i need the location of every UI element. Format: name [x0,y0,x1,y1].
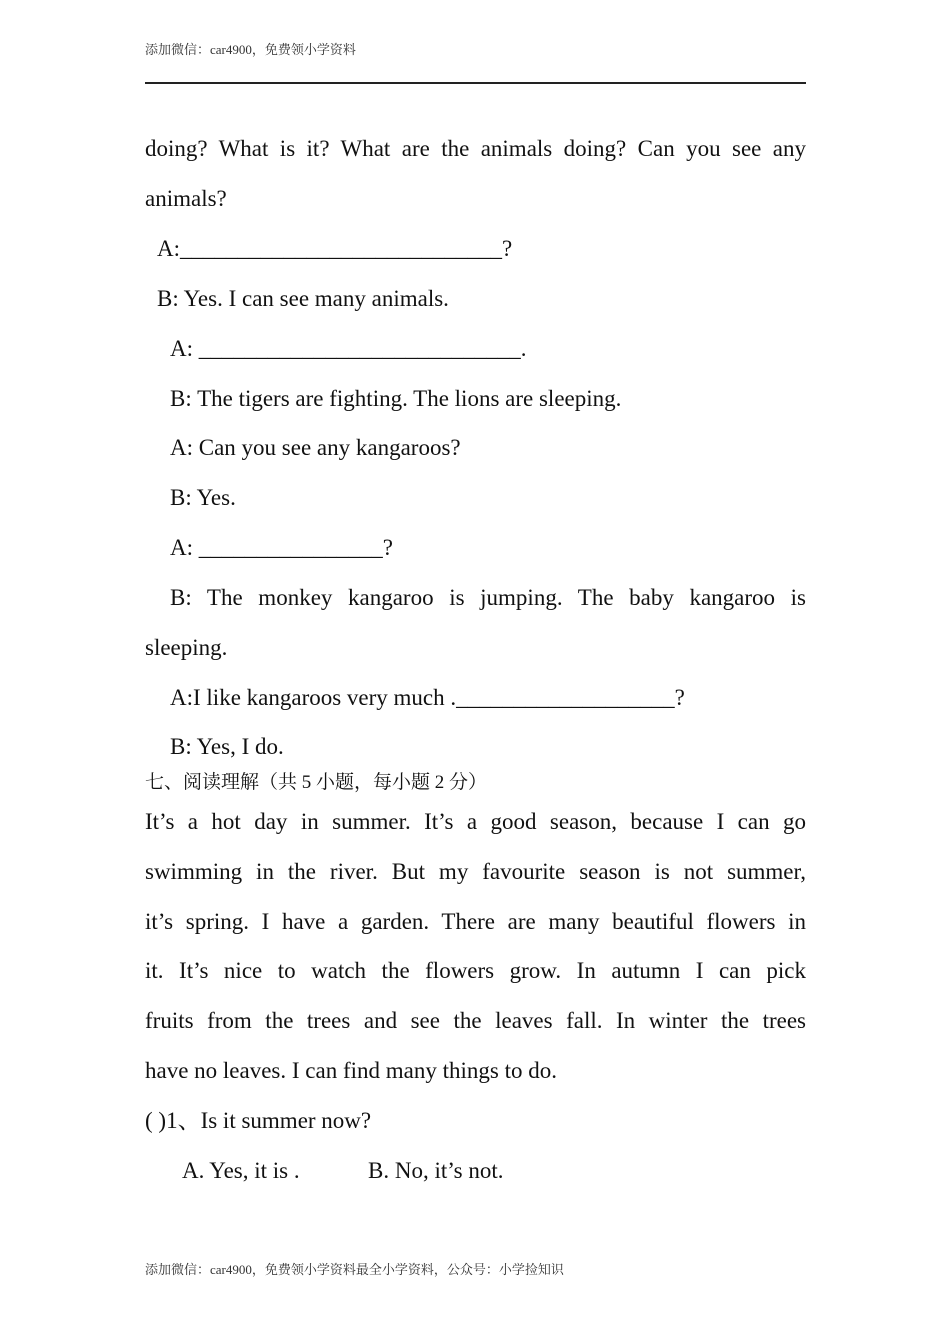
passage-line: It’s a hot day in summer. It’s a good season, because I can go [145,809,806,834]
dialogue-line: B: The tigers are fighting. The lions are sleeping. [170,386,622,411]
section-seven-title: 七、阅读理解（共 5 小题，每小题 2 分） [145,772,488,793]
page-header: 添加微信：car4900，免费领小学资料 [145,42,356,57]
dialogue-line: sleeping. [145,635,228,660]
passage-line: swimming in the river. But my favourite season is not summer, [145,859,806,884]
passage-line: it’s spring. I have a garden. There are many beautiful flowers in [145,909,806,934]
header-divider [145,82,806,84]
question-1-option-a: A. Yes, it is . [182,1158,300,1183]
page-footer: 添加微信：car4900，免费领小学资料最全小学资料，公众号：小学捡知识 [145,1262,564,1277]
dialogue-line: B: Yes. [170,485,236,510]
dialogue-line: A: Can you see any kangaroos? [170,435,461,460]
dialogue-line: B: The monkey kangaroo is jumping. The baby kangaroo is [170,585,806,610]
dialogue-line: A: ________________? [170,535,393,560]
question-1-stem: ( )1、Is it summer now? [145,1108,372,1133]
dialogue-line: A:____________________________? [157,236,513,261]
dialogue-intro-line: doing? What is it? What are the animals doing? Can you see any [145,136,806,161]
dialogue-line: A: ____________________________. [170,336,527,361]
question-1-option-b: B. No, it’s not. [368,1158,504,1183]
passage-line: have no leaves. I can find many things to do. [145,1058,557,1083]
dialogue-line: A:I like kangaroos very much .___________________? [170,685,685,710]
dialogue-line: B: Yes, I do. [170,734,284,759]
dialogue-line: B: Yes. I can see many animals. [157,286,449,311]
passage-line: fruits from the trees and see the leaves fall. In winter the trees [145,1008,806,1033]
passage-line: it. It’s nice to watch the flowers grow. In autumn I can pick [145,958,806,983]
dialogue-intro-line: animals? [145,186,227,211]
